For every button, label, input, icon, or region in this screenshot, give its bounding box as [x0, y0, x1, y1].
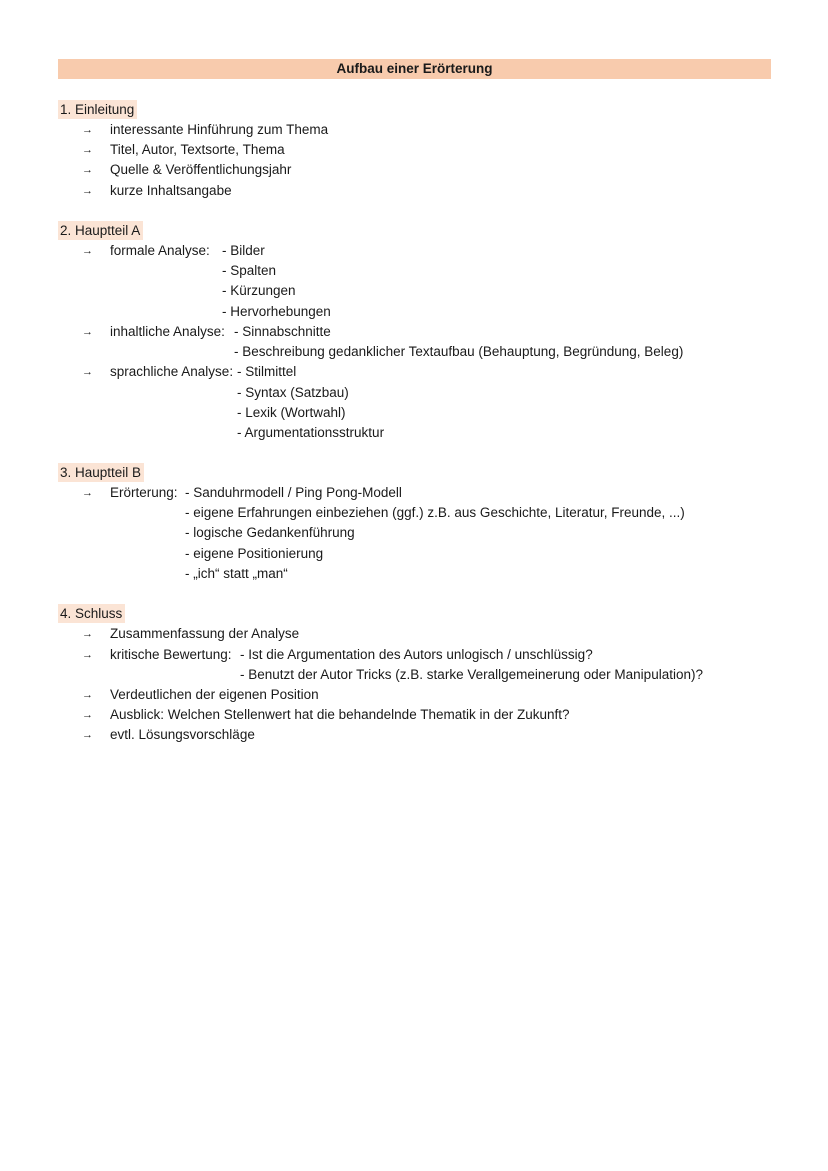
- sub-point: - Stilmittel: [237, 364, 297, 379]
- inhaltliche-analyse-label: inhaltliche Analyse:: [110, 324, 225, 339]
- sub-point: - eigene Erfahrungen einbeziehen (ggf.) z.B. aus Geschichte, Literatur, Freunde, ...): [185, 505, 685, 520]
- list-item: Titel, Autor, Textsorte, Thema: [110, 142, 285, 157]
- list-item: kurze Inhaltsangabe: [110, 183, 232, 198]
- arrow-icon: [82, 685, 98, 705]
- heading-hauptteil-b: 3. Hauptteil B: [58, 463, 144, 482]
- sub-point: - Sinnabschnitte: [234, 324, 331, 339]
- list-item: Zusammenfassung der Analyse: [110, 626, 300, 641]
- sub-point: - Sanduhrmodell / Ping Pong-Modell: [185, 485, 402, 500]
- eroerterung-label: Erörterung:: [110, 485, 178, 500]
- arrow-icon: [82, 705, 98, 725]
- arrow-icon: [82, 624, 98, 644]
- arrow-icon: [82, 645, 98, 665]
- sub-point: - Benutzt der Autor Tricks (z.B. starke Verallgemeinerung oder Manipulation)?: [240, 667, 703, 682]
- arrow-icon: [82, 725, 98, 745]
- sub-point: - logische Gedankenführung: [185, 525, 355, 540]
- list-item: Ausblick: Welchen Stellenwert hat die behandelnde Thematik in der Zukunft?: [110, 707, 570, 722]
- sprachliche-analyse-label: sprachliche Analyse:: [110, 364, 234, 379]
- kritische-bewertung-label: kritische Bewertung:: [110, 647, 232, 662]
- arrow-icon: [82, 322, 98, 342]
- sub-point: - Hervorhebungen: [222, 304, 331, 319]
- heading-hauptteil-a: 2. Hauptteil A: [58, 221, 143, 240]
- sub-point: - Lexik (Wortwahl): [237, 405, 346, 420]
- sub-point: - „ich“ statt „man“: [185, 566, 288, 581]
- document-title: Aufbau einer Erörterung: [58, 59, 771, 79]
- sub-point: - Bilder: [222, 243, 265, 258]
- arrow-icon: [82, 241, 98, 261]
- arrow-icon: [82, 160, 98, 180]
- arrow-icon: [82, 181, 98, 201]
- sub-point: - Beschreibung gedanklicher Textaufbau (Behauptung, Begründung, Beleg): [234, 344, 684, 359]
- formale-analyse-label: formale Analyse:: [110, 243, 210, 258]
- sub-point: - Spalten: [222, 263, 277, 278]
- sub-point: - Kürzungen: [222, 283, 296, 298]
- arrow-icon: [82, 362, 98, 382]
- list-item: Verdeutlichen der eigenen Position: [110, 687, 319, 702]
- sub-point: - Argumentationsstruktur: [237, 425, 385, 440]
- list-item: evtl. Lösungsvorschläge: [110, 727, 255, 742]
- heading-schluss: 4. Schluss: [58, 604, 125, 623]
- list-item: interessante Hinführung zum Thema: [110, 122, 329, 137]
- sub-point: - Syntax (Satzbau): [237, 385, 349, 400]
- list-item: Quelle & Veröffentlichungsjahr: [110, 162, 292, 177]
- sub-point: - eigene Positionierung: [185, 546, 324, 561]
- arrow-icon: [82, 483, 98, 503]
- sub-point: - Ist die Argumentation des Autors unlogisch / unschlüssig?: [240, 647, 593, 662]
- arrow-icon: [82, 140, 98, 160]
- heading-einleitung: 1. Einleitung: [58, 100, 137, 119]
- arrow-icon: [82, 120, 98, 140]
